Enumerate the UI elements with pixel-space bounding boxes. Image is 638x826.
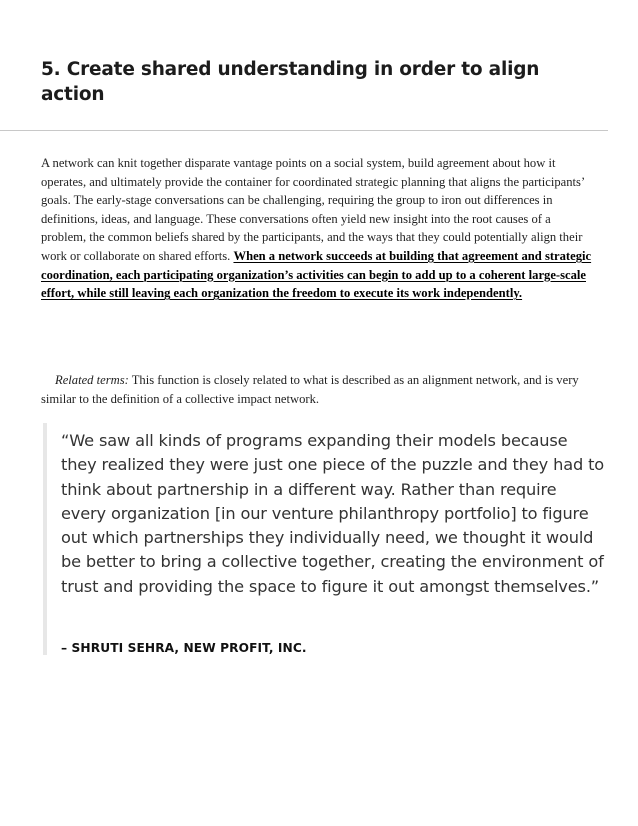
body-text: A network can knit together disparate vantage points on a social system, build agreement about how it operates, and ultimately provide the container for coordinated strategic planning that aligns the participants’ goals. The early-stage conversations can be challenging, requiring the group to iron out differences in definitions, ideas, and language. These conversations often yield new insight into the root causes of a problem, the common beliefs shared by the participants, and the ways that they could potentially align their work or collaborate on shared efforts. [41,156,585,263]
body-paragraph [41,154,597,303]
section-divider [0,130,608,131]
section-heading: 5. Create shared understanding in order to align action [41,59,540,105]
pull-quote-attribution: – SHRUTI SEHRA, NEW PROFIT, INC. [61,641,307,655]
related-terms-paragraph [41,371,601,409]
related-terms-text: This function is closely related to what is described as an alignment network, and is very similar to the definition of a collective impact network. [41,373,579,406]
related-terms-label: Related terms: [55,373,129,387]
pull-quote-text: “We saw all kinds of programs expanding their models because they realized they were just one piece of the puzzle and they had to think about partnership in a different way. Rather than require every organization [in our venture philanthropy portfolio] to figure out which partnerships they individually need, we thought it would be better to bring a collective together, creating the environment of trust and providing the space to figure it out amongst themselves.” [61,431,605,596]
body-emphasis-text: When a network succeeds at building that agreement and strategic coordination, each participating organization’s activities can begin to add up to a coherent large-scale effort, while still leaving each organization the freedom to execute its work independently. [41,248,592,301]
pull-quote-bar [43,423,47,655]
